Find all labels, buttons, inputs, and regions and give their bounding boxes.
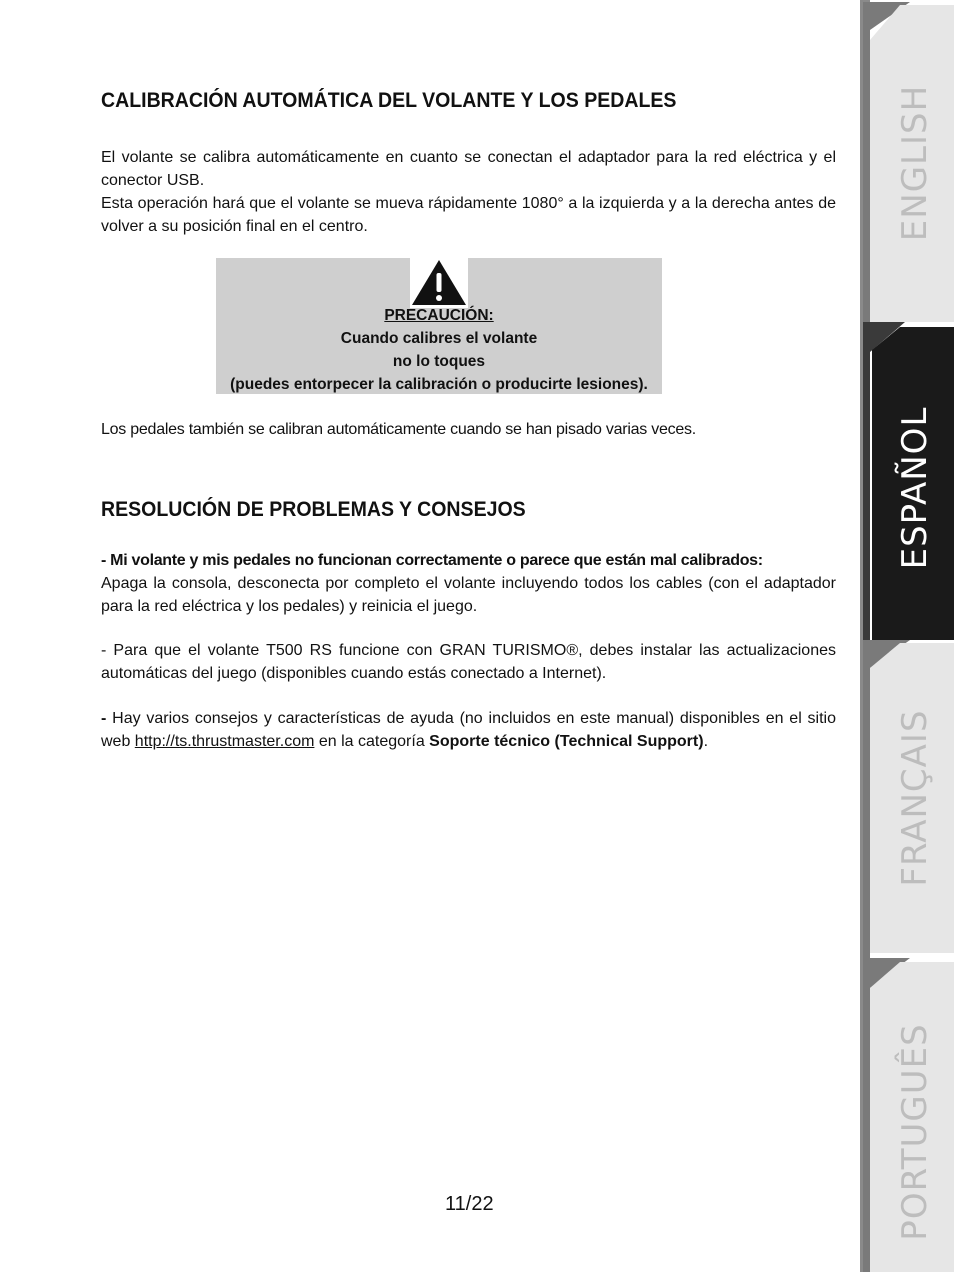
tab-portugues[interactable]: PORTUGUÊS: [895, 1023, 935, 1241]
tab-english[interactable]: ENGLISH: [895, 84, 935, 242]
section-title-calibration: CALIBRACIÓN AUTOMÁTICA DEL VOLANTE Y LOS PEDALES: [101, 89, 677, 112]
trouble-item-3-dash: -: [101, 710, 107, 727]
support-category-label: Soporte técnico (Technical Support): [429, 733, 704, 750]
caution-title: PRECAUCIÓN:: [384, 307, 494, 324]
trouble-item-1-body: Apaga la consola, desconecta por completo el volante incluyendo todos los cables (con el adaptador para la red eléctrica y los pedales) y reinicia el juego.: [101, 575, 836, 615]
caution-line-1: Cuando calibres el volante: [340, 330, 538, 347]
trouble-item-3-end: .: [703, 733, 709, 750]
trouble-item-3: [101, 707, 836, 753]
trouble-item-1-heading: - Mi volante y mis pedales no funcionan correctamente o parece que están mal calibrados:: [101, 552, 763, 569]
caution-line-3: (puedes entorpecer la calibración o producirte lesiones).: [230, 376, 648, 393]
paragraph-calibration-1: El volante se calibra automáticamente en cuanto se conectan el adaptador para la red eléctrica y el conector USB.: [101, 149, 836, 189]
section-title-troubleshooting: RESOLUCIÓN DE PROBLEMAS Y CONSEJOS: [101, 498, 526, 521]
thrustmaster-link[interactable]: http://ts.thrustmaster.com: [134, 733, 315, 750]
language-sidebar: [860, 0, 954, 1272]
caution-line-2: no lo toques: [392, 353, 486, 370]
tab-francais[interactable]: FRANÇAIS: [895, 709, 935, 887]
tab-espanol[interactable]: ESPAÑOL: [895, 406, 935, 570]
caution-box: [216, 258, 662, 394]
paragraph-pedals: Los pedales también se calibran automáticamente cuando se han pisado varias veces.: [101, 421, 696, 438]
warning-triangle-icon: [410, 258, 468, 308]
caution-text: [216, 304, 662, 396]
page-number: 11/22: [445, 1193, 494, 1215]
paragraph-calibration-2: Esta operación hará que el volante se mueva rápidamente 1080° a la izquierda y a la derecha antes de volver a su posición final en el centro.: [101, 195, 836, 235]
trouble-item-2: - Para que el volante T500 RS funcione con GRAN TURISMO®, debes instalar las actualizaciones automáticas del juego (disponibles cuando estás conectado a Internet).: [101, 642, 836, 682]
trouble-item-3-text: Hay varios consejos y características de ayuda (no incluidos en este manual) disponibles en el sitio web: [101, 710, 836, 750]
trouble-item-3-text-mid: en la categoría: [314, 733, 430, 750]
